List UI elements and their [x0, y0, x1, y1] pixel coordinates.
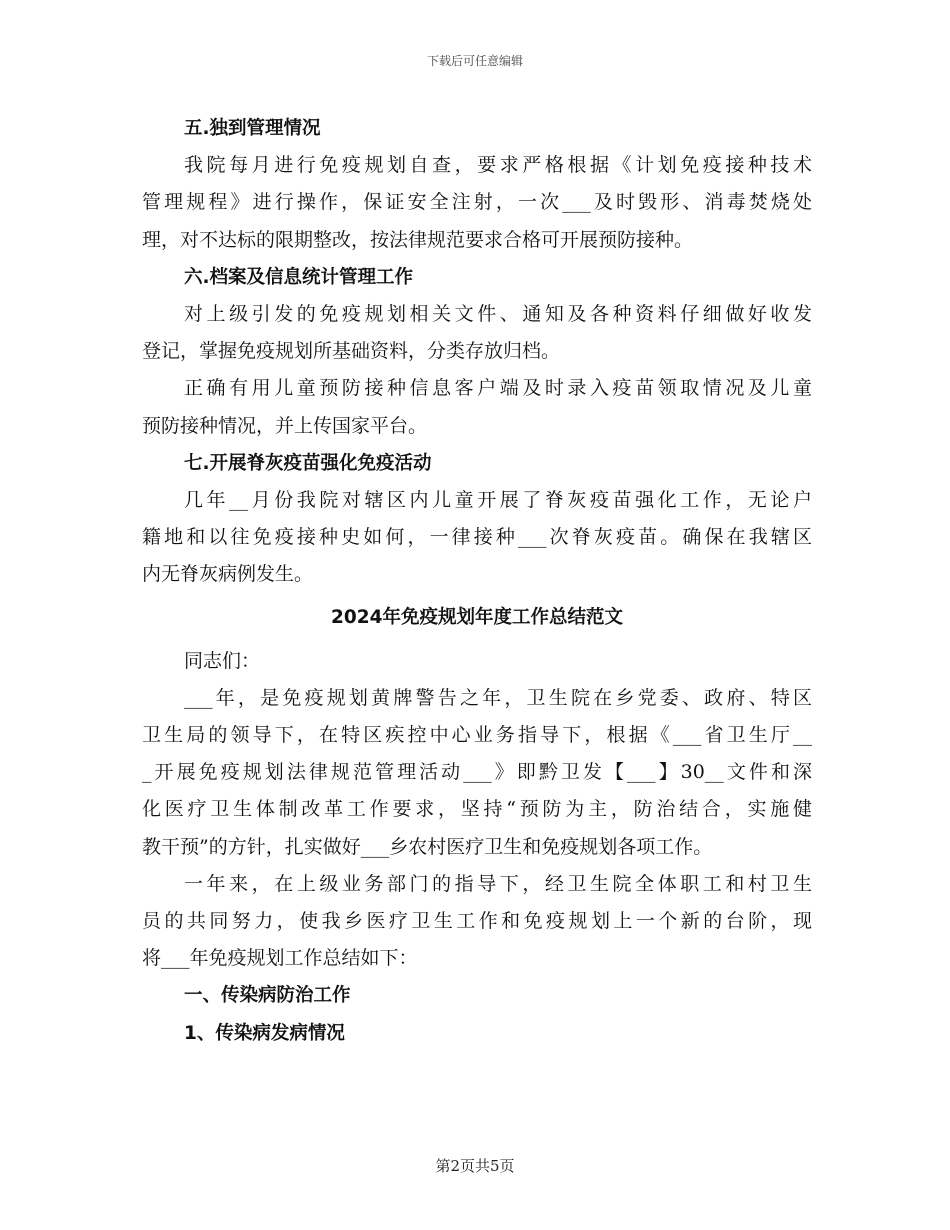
- paragraph-line: 员的共同努力，使我乡医疗卫生工作和免疫规划上一个新的台阶，现: [142, 909, 812, 932]
- header-note: 下载后可任意编辑: [426, 54, 523, 68]
- section-heading-7: 七.开展脊灰疫苗强化免疫活动: [184, 452, 432, 474]
- paragraph-line: 内无脊灰病例发生。: [142, 563, 314, 586]
- paragraph-line: 对上级引发的免疫规划相关文件、通知及各种资料仔细做好收发: [184, 302, 812, 325]
- subheading-1-1: 1、传染病发病情况: [184, 1022, 345, 1044]
- paragraph-line: 几年__月份我院对辖区内儿童开展了脊灰疫苗强化工作，无论户: [184, 488, 812, 511]
- paragraph-line: 籍地和以往免疫接种史如何，一律接种___次脊灰疫苗。确保在我辖区: [142, 526, 812, 549]
- paragraph-line: 卫生局的领导下，在特区疾控中心业务指导下，根据《___省卫生厅__: [142, 724, 812, 746]
- subheading-1: 一、传染病防治工作: [184, 985, 351, 1007]
- page-footer: 第2页共5页: [435, 1157, 515, 1175]
- paragraph-line: 预防接种情况，并上传国家平台。: [142, 414, 428, 437]
- paragraph-line: 管理规程》进行操作，保证安全注射，一次___及时毁形、消毒焚烧处: [142, 191, 812, 214]
- document-body: [142, 110, 812, 1052]
- paragraph-line: 一年来，在上级业务部门的指导下，经卫生院全体职工和村卫生: [184, 872, 812, 895]
- paragraph-line: ___年，是免疫规划黄牌警告之年，卫生院在乡党委、政府、特区: [184, 686, 812, 709]
- salutation: 同志们：: [184, 649, 261, 672]
- paragraph-line: 将___年免疫规划工作总结如下：: [142, 947, 418, 970]
- paragraph-line: _开展免疫规划法律规范管理活动___》即黔卫发【___】30__文件和深: [142, 761, 812, 784]
- paragraph-line: 教干预”的方针，扎实做好___乡农村医疗卫生和免疫规划各项工作。: [142, 835, 713, 858]
- section-heading-6: 六.档案及信息统计管理工作: [184, 266, 414, 288]
- paragraph-line: 正确有用儿童预防接种信息客户端及时录入疫苗领取情况及儿童: [184, 377, 812, 400]
- section-heading-5: 五.独到管理情况: [184, 118, 321, 139]
- paragraph-line: 理，对不达标的限期整改，按法律规范要求合格可开展预防接种。: [142, 228, 694, 251]
- paragraph-line: 我院每月进行免疫规划自查，要求严格根据《计划免疫接种技术: [184, 154, 812, 177]
- paragraph-line: 化医疗卫生体制改革工作要求，坚持“预防为主，防治结合，实施健: [142, 798, 812, 821]
- article-title: 2024年免疫规划年度工作总结范文: [331, 607, 623, 629]
- paragraph-line: 登记，掌握免疫规划所基础资料，分类存放归档。: [142, 340, 561, 363]
